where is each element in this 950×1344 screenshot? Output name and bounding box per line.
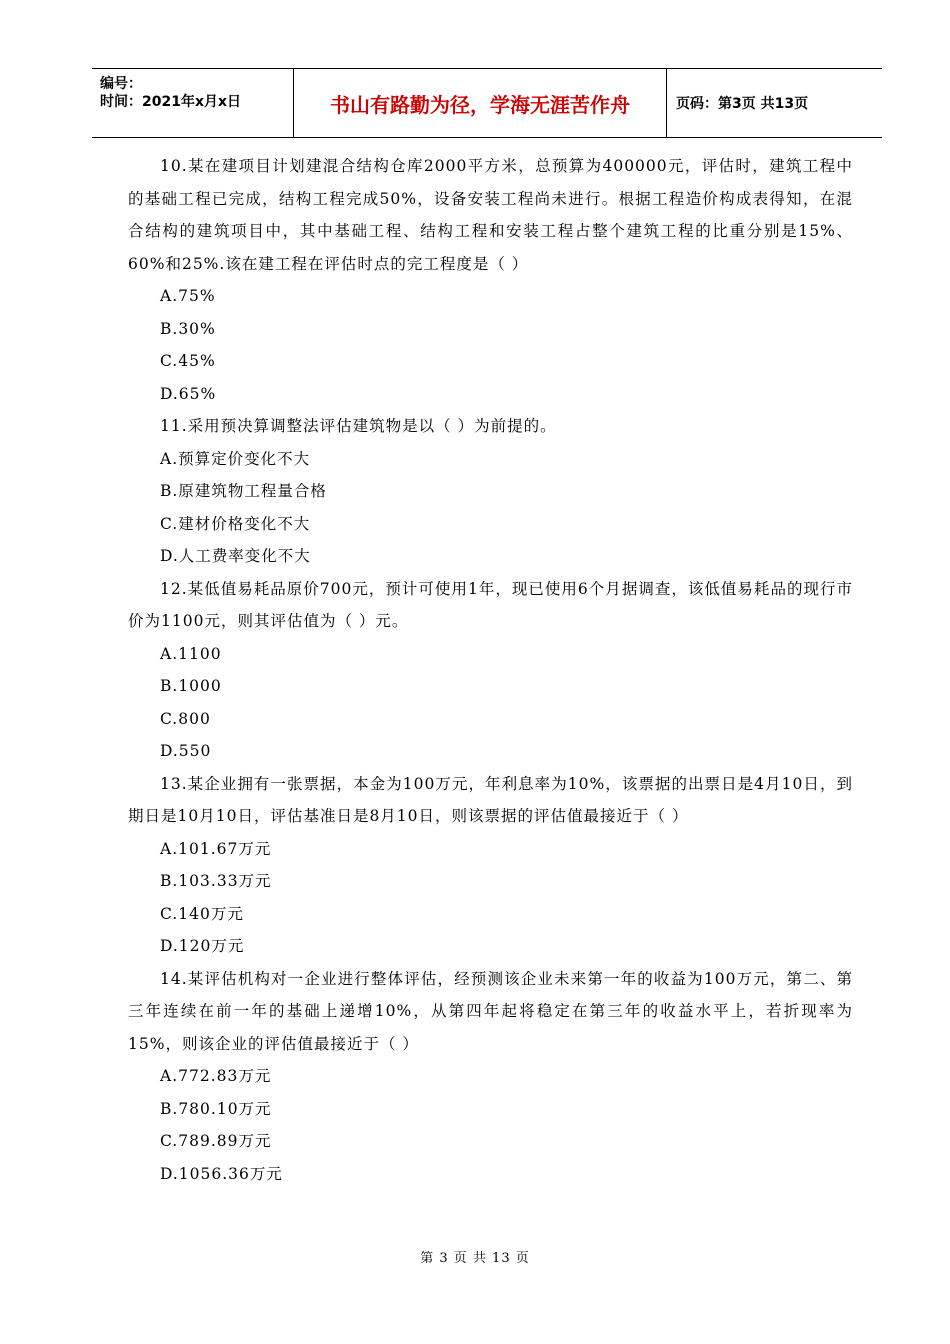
option-a: A.75%: [160, 287, 216, 305]
option-c: C.800: [160, 709, 211, 728]
option-a: A.1100: [160, 644, 222, 663]
header-page-info: 页码：第3页 共13页: [676, 96, 809, 112]
option-c: C.789.89万元: [160, 1132, 272, 1150]
option-b: B.30%: [160, 319, 216, 338]
header-meta: [92, 69, 292, 137]
header-motto: 书山有路勤为径，学海无涯苦作舟: [330, 92, 630, 117]
option-c: C.140万元: [160, 904, 244, 923]
option-a: A.101.67万元: [160, 839, 272, 858]
option-b: B.原建筑物工程量合格: [160, 482, 327, 500]
question-text: 12.某低值易耗品原价700元，预计可使用1年，现已使用6个月据调查，该低值易耗品的现行市价为1100元，则其评估值为（ ）元。: [128, 579, 853, 630]
document-number-label: 编号：: [100, 76, 142, 92]
page-footer: 第 3 页 共 13 页: [420, 1251, 530, 1266]
question-14: [128, 963, 853, 1191]
option-b: B.1000: [160, 677, 222, 695]
document-time-label: 时间：2021年x月x日: [100, 94, 242, 110]
header-divider-right: [666, 69, 667, 137]
option-c: C.45%: [160, 352, 216, 370]
page-header: [92, 68, 882, 138]
question-text: 14.某评估机构对一企业进行整体评估，经预测该企业未来第一年的收益为100万元，第二、第三年连续在前一年的基础上递增10%，从第四年起将稳定在第三年的收益水平上，若折现率为15%，则该企业的评估值最接近于（ ）: [128, 969, 853, 1053]
question-12: [128, 573, 853, 768]
question-text: 10.某在建项目计划建混合结构仓库2000平方米，总预算为400000元，评估时，建筑工程中的基础工程已完成，结构工程完成50%，设备安装工程尚未进行。根据工程造价构成表得知，在混合结构的建筑项目中，其中基础工程、结构工程和安装工程占整个建筑工程的比重分别是15%、60%和25%.该在建工程在评估时点的完工程度是（ ）: [128, 157, 853, 273]
option-d: D.人工费率变化不大: [160, 547, 311, 565]
question-10: [128, 150, 853, 410]
question-text: 11.采用预决算调整法评估建筑物是以（ ）为前提的。: [160, 417, 557, 435]
question-text: 13.某企业拥有一张票据，本金为100万元，年利息率为10%，该票据的出票日是4月10日，到期日是10月10日，评估基准日是8月10日，则该票据的评估值最接近于（ ）: [128, 774, 853, 825]
option-b: B.103.33万元: [160, 872, 272, 890]
question-11: [128, 410, 853, 573]
option-a: A.772.83万元: [160, 1067, 272, 1085]
option-d: D.65%: [160, 384, 217, 403]
option-c: C.建材价格变化不大: [160, 514, 311, 533]
question-list: [128, 150, 853, 1190]
option-d: D.1056.36万元: [160, 1164, 283, 1183]
option-d: D.550: [160, 742, 212, 760]
question-13: [128, 768, 853, 963]
option-b: B.780.10万元: [160, 1099, 272, 1118]
option-d: D.120万元: [160, 937, 245, 955]
option-a: A.预算定价变化不大: [160, 449, 311, 468]
